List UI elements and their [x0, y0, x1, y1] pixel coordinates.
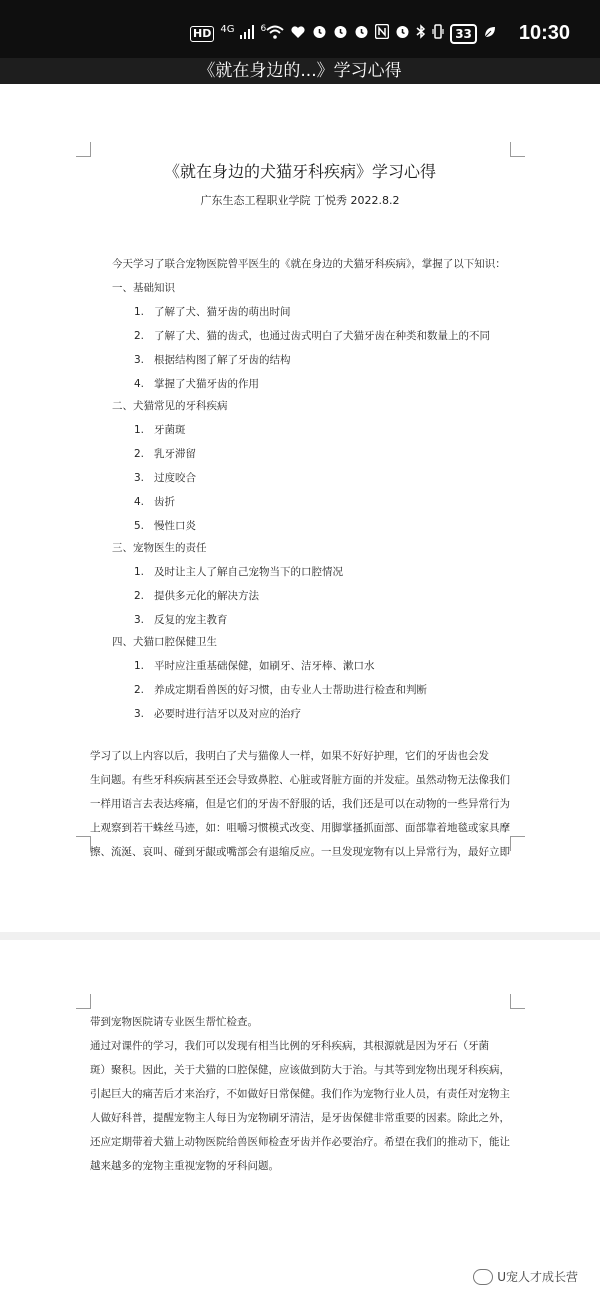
list-item: 慢性口炎: [154, 520, 196, 532]
page-corner-mark: [76, 836, 91, 851]
bluetooth-icon: [416, 20, 426, 48]
network-label: 4G: [220, 24, 235, 35]
wifi-badge: 6: [260, 24, 267, 34]
list-number: 2.: [134, 590, 145, 602]
list-item: 掌握了犬猫牙齿的作用: [154, 378, 259, 390]
alarm-icon-3: [354, 20, 369, 48]
status-icons: [190, 20, 497, 48]
doc-title: 《就在身边的犬猫牙科疾病》学习心得: [163, 162, 436, 181]
paragraph-line: 引起巨大的痛苦后才来治疗，不如做好日常保健。我们作为宠物行业人员，有责任对宠物主: [90, 1088, 510, 1100]
list-item: 牙菌斑: [154, 424, 186, 436]
status-bar: [0, 0, 600, 58]
paragraph-line: 人做好科普，提醒宠物主人每日为宠物刷牙清洁，是牙齿保健非常重要的因素。除此之外，: [90, 1112, 510, 1124]
page-corner-mark: [510, 994, 525, 1009]
list-item: 及时让主人了解自己宠物当下的口腔情况: [154, 566, 343, 578]
list-number: 5.: [134, 520, 145, 532]
alarm-icon-2: [333, 20, 348, 48]
list-item: 过度咬合: [154, 472, 196, 484]
list-number: 3.: [134, 614, 145, 626]
list-number: 2.: [134, 448, 145, 460]
section-heading: 四、犬猫口腔保健卫生: [112, 636, 217, 648]
wechat-icon: [473, 1269, 493, 1285]
clock: 10:30: [518, 22, 570, 44]
list-number: 3.: [134, 472, 145, 484]
document-page-2[interactable]: [0, 940, 600, 1299]
signal-icon: [240, 20, 254, 48]
list-item: 了解了犬、猫的齿式，也通过齿式明白了犬猫牙齿在种类和数量上的不同: [154, 330, 490, 342]
wifi-icon: [266, 20, 284, 48]
hd-badge: HD: [190, 26, 214, 42]
nfc-icon: [375, 20, 389, 48]
paragraph-line: 还应定期带着犬猫上动物医院给兽医师检查牙齿并作必要治疗。希望在我们的推动下，能让: [90, 1136, 510, 1148]
page-corner-mark: [76, 994, 91, 1009]
vibrate-icon: [432, 20, 444, 48]
list-number: 1.: [134, 306, 145, 318]
list-number: 1.: [134, 660, 145, 672]
list-number: 1.: [134, 424, 145, 436]
list-number: 4.: [134, 496, 145, 508]
document-page-1[interactable]: [0, 84, 600, 932]
leaf-icon: [483, 20, 497, 48]
list-number: 3.: [134, 708, 145, 720]
paragraph-line: 一样用语言去表达疼痛，但是它们的牙齿不舒服的话，我们还是可以在动物的一些异常行为: [90, 798, 510, 810]
section-heading: 一、基础知识: [112, 282, 175, 294]
paragraph-line: 带到宠物医院请专业医生帮忙检查。: [90, 1016, 258, 1028]
list-number: 4.: [134, 378, 145, 390]
section-heading: 二、犬猫常见的牙科疾病: [112, 400, 228, 412]
page-corner-mark: [510, 836, 525, 851]
alarm-icon: [312, 20, 327, 48]
alarm-icon-4: [395, 20, 410, 48]
list-number: 2.: [134, 330, 145, 342]
page-corner-mark: [510, 142, 525, 157]
doc-author-line: 广东生态工程职业学院 丁悦秀 2022.8.2: [200, 194, 400, 207]
heart-icon: [290, 20, 306, 48]
list-item: 必要时进行洁牙以及对应的治疗: [154, 708, 301, 720]
paragraph-line: 越来越多的宠物主重视宠物的牙科问题。: [90, 1160, 279, 1172]
watermark: [473, 1268, 578, 1285]
paragraph-line: 斑）聚积。因此，关于犬猫的口腔保健，应该做到防大于治。与其等到宠物出现牙科疾病，: [90, 1064, 510, 1076]
list-item: 齿折: [154, 496, 175, 508]
document-title-bar: 《就在身边的...》学习心得: [0, 58, 600, 84]
list-item: 养成定期看兽医的好习惯，由专业人士帮助进行检查和判断: [154, 684, 427, 696]
list-number: 2.: [134, 684, 145, 696]
list-item: 提供多元化的解决方法: [154, 590, 259, 602]
section-heading: 三、宠物医生的责任: [112, 542, 207, 554]
intro-line: 今天学习了联合宠物医院曾平医生的《就在身边的犬猫牙科疾病》，掌握了以下知识：: [112, 258, 506, 270]
page-corner-mark: [76, 142, 91, 157]
watermark-text: U宠人才成长营: [497, 1270, 578, 1284]
paragraph-line: 学习了以上内容以后，我明白了犬与猫像人一样，如果不好好护理，它们的牙齿也会发: [90, 750, 489, 762]
list-item: 乳牙滞留: [154, 448, 196, 460]
list-item: 平时应注重基础保健，如刷牙、洁牙棒、漱口水: [154, 660, 375, 672]
paragraph-line: 上观察到若干蛛丝马迹，如：咀嚼习惯模式改变、用脚掌搔抓面部、面部靠着地毯或家具摩: [90, 822, 510, 834]
list-number: 3.: [134, 354, 145, 366]
paragraph-line: 通过对课件的学习，我们可以发现有相当比例的牙科疾病，其根源就是因为牙石（牙菌: [90, 1040, 489, 1052]
list-item: 了解了犬、猫牙齿的萌出时间: [154, 306, 291, 318]
list-number: 1.: [134, 566, 145, 578]
paragraph-line: 生问题。有些牙科疾病甚至还会导致鼻腔、心脏或肾脏方面的并发症。虽然动物无法像我们: [90, 774, 510, 786]
list-item: 根据结构图了解了牙齿的结构: [154, 354, 291, 366]
battery-indicator: 33: [450, 24, 477, 44]
list-item: 反复的宠主教育: [154, 614, 228, 626]
paragraph-line: 擦、流涎、哀叫、碰到牙龈或嘴部会有退缩反应。一旦发现宠物有以上异常行为，最好立即: [90, 846, 510, 858]
page-separator: [0, 932, 600, 940]
